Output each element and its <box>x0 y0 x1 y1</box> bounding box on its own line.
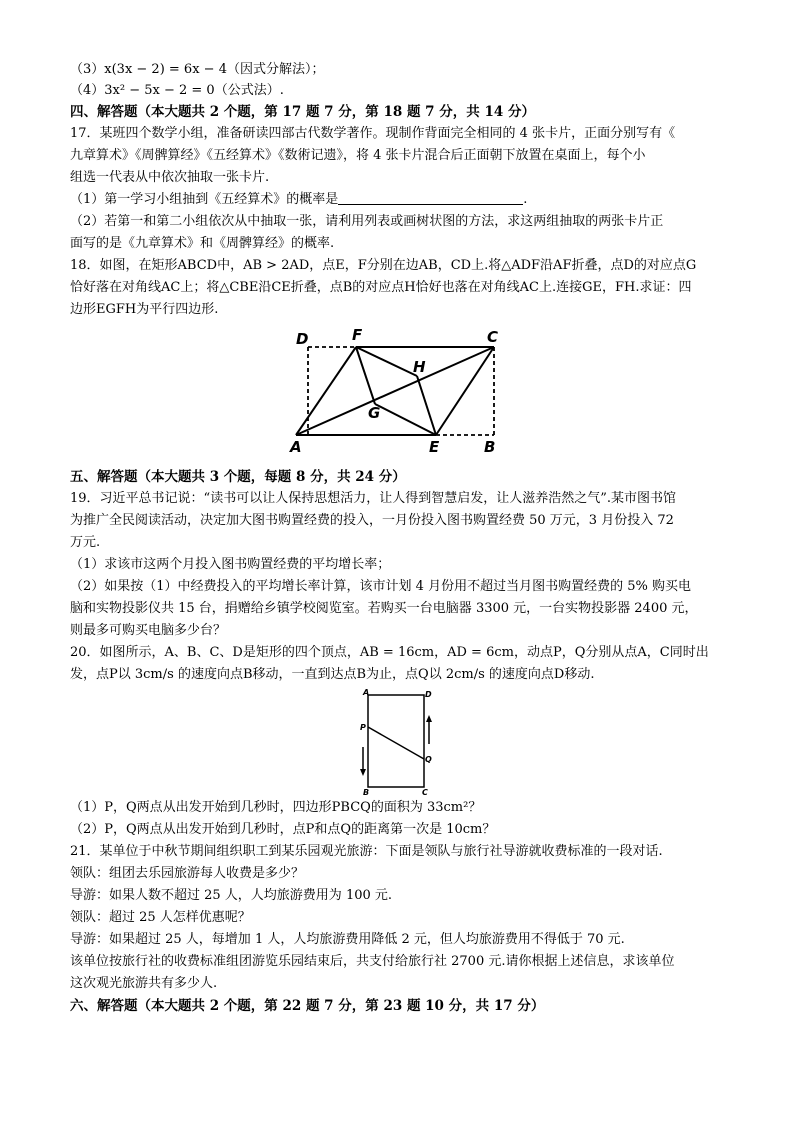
label-C: C <box>487 328 499 346</box>
q20-text-line1: 20．如图所示，A、B、C、D是矩形的四个顶点，AB = 16cm，AD = 6cm，动点P，Q分别从点A，C同时出 <box>70 645 709 660</box>
q19-text-line2: 为推广全民阅读活动，决定加大图书购置经费的投入，一月份投入图书购置经费 50 万元，3 月份投入 72 <box>70 513 674 528</box>
q17-text-line3: 组选一代表从中依次抽取一张卡片. <box>70 170 270 185</box>
section-4-heading: 四、解答题（本大题共 2 个题，第 17 题 7 分，第 18 题 7 分，共 14 分） <box>70 104 535 120</box>
label-A: A <box>290 438 302 454</box>
q19-part2-line3: 则最多可购买电脑多少台？ <box>70 623 227 638</box>
q20-part1: （1）P，Q两点从出发开始到几秒时，四边形PBCQ的面积为 33cm²？ <box>70 800 482 815</box>
q17-text-line1: 17．某班四个数学小组，准备研读四部古代数学著作。现制作背面完全相同的 4 张卡片，正面分别写有《 <box>70 126 676 141</box>
label-A: A <box>363 688 370 697</box>
label-E: E <box>429 438 440 454</box>
q18-text-line1: 18．如图，在矩形ABCD中，AB > 2AD，点E，F分别在边AB，CD上.将△ADF沿AF折叠，点D的对应点G <box>70 258 697 273</box>
q19-text-line1: 19．习近平总书记说：“读书可以让人保持思想活力，让人得到智慧启发，让人滋养浩然之气”.某市图书馆 <box>70 491 676 506</box>
label-C: C <box>422 788 428 797</box>
q19-part2-line1: （2）如果按（1）中经费投入的平均增长率计算，该市计划 4 月份用不超过当月图书购置经费的 5% 购买电 <box>70 579 691 594</box>
arrow-up-head <box>426 715 432 722</box>
label-D: D <box>296 330 309 348</box>
q20-figure <box>352 687 442 797</box>
q21-dialog-3: 领队：超过 25 人怎样优惠呢？ <box>70 910 251 925</box>
q16-part3: （3）x(3x − 2) = 6x − 4（因式分解法）； <box>70 62 325 77</box>
q21-dialog-2: 导游：如果人数不超过 25 人，人均旅游费用为 100 元. <box>70 888 393 903</box>
answer-blank <box>338 190 523 205</box>
arrow-down-head <box>360 769 366 776</box>
q17-part1-text: （1）第一学习小组抽到《五经算术》的概率是 <box>70 192 339 207</box>
label-P: P <box>360 723 366 732</box>
q21-question-line1: 该单位按旅行社的收费标准组团游览乐园结束后，共支付给旅行社 2700 元.请你根据上述信息，求该单位 <box>70 954 675 969</box>
q17-part2-line2: 面写的是《九章算术》和《周髀算经》的概率. <box>70 236 335 251</box>
q18-text-line2: 恰好落在对角线AC上；将△CBE沿CE折叠，点B的对应点H恰好也落在对角线AC上.连接GE，FH.求证：四 <box>70 280 692 295</box>
rectangle-ABCD <box>368 695 424 787</box>
segment-PQ <box>368 727 424 759</box>
q16-part4: （4）3x² − 5x − 2 = 0（公式法）. <box>70 83 284 98</box>
q19-part1: （1）求该市这两个月投入图书购置经费的平均增长率； <box>70 557 391 572</box>
q17-part1: （1）第一学习小组抽到《五经算术》的概率是 . <box>70 192 528 207</box>
label-Q: Q <box>425 755 432 764</box>
label-B: B <box>484 438 496 454</box>
q18-text-line3: 边形EGFH为平行四边形. <box>70 302 219 317</box>
label-B: B <box>363 788 370 797</box>
q21-text-line1: 21．某单位于中秋节期间组织职工到某乐园观光旅游：下面是领队与旅行社导游就收费标准的一段对话. <box>70 844 663 859</box>
q20-part2: （2）P，Q两点从出发开始到几秒时，点P和点Q的距离第一次是 10cm？ <box>70 822 496 837</box>
q17-text-line2: 九章算术》《周髀算经》《五经算术》《数術记遗》，将 4 张卡片混合后正面朝下放置在桌面上，每个小 <box>70 148 646 163</box>
q20-text-line2: 发，点P以 3cm/s 的速度向点B移动，一直到达点B为止，点Q以 2cm/s 的速度向点D移动. <box>70 667 595 682</box>
section-6-heading: 六、解答题（本大题共 2 个题，第 22 题 7 分，第 23 题 10 分，共 17 分） <box>70 998 545 1014</box>
label-F: F <box>352 328 363 344</box>
q19-text-line3: 万元. <box>70 535 101 550</box>
q17-part2-line1: （2）若第一和第二小组依次从中抽取一张，请利用列表或画树状图的方法，求这两组抽取的两张卡片正 <box>70 214 664 229</box>
label-H: H <box>413 358 426 376</box>
q18-figure <box>286 328 512 454</box>
q21-dialog-1: 领队：组团去乐园旅游每人收费是多少？ <box>70 866 305 881</box>
label-G: G <box>368 404 381 422</box>
section-5-heading: 五、解答题（本大题共 3 个题，每题 8 分，共 24 分） <box>70 469 406 485</box>
q21-dialog-4: 导游：如果超过 25 人，每增加 1 人，人均旅游费用降低 2 元，但人均旅游费用不得低于 70 元. <box>70 932 625 947</box>
label-D: D <box>425 690 432 699</box>
q19-part2-line2: 脑和实物投影仪共 15 台，捐赠给乡镇学校阅览室。若购买一台电脑器 3300 元，一台实物投影器 2400 元， <box>70 601 698 616</box>
q21-question-line2: 这次观光旅游共有多少人. <box>70 976 218 991</box>
